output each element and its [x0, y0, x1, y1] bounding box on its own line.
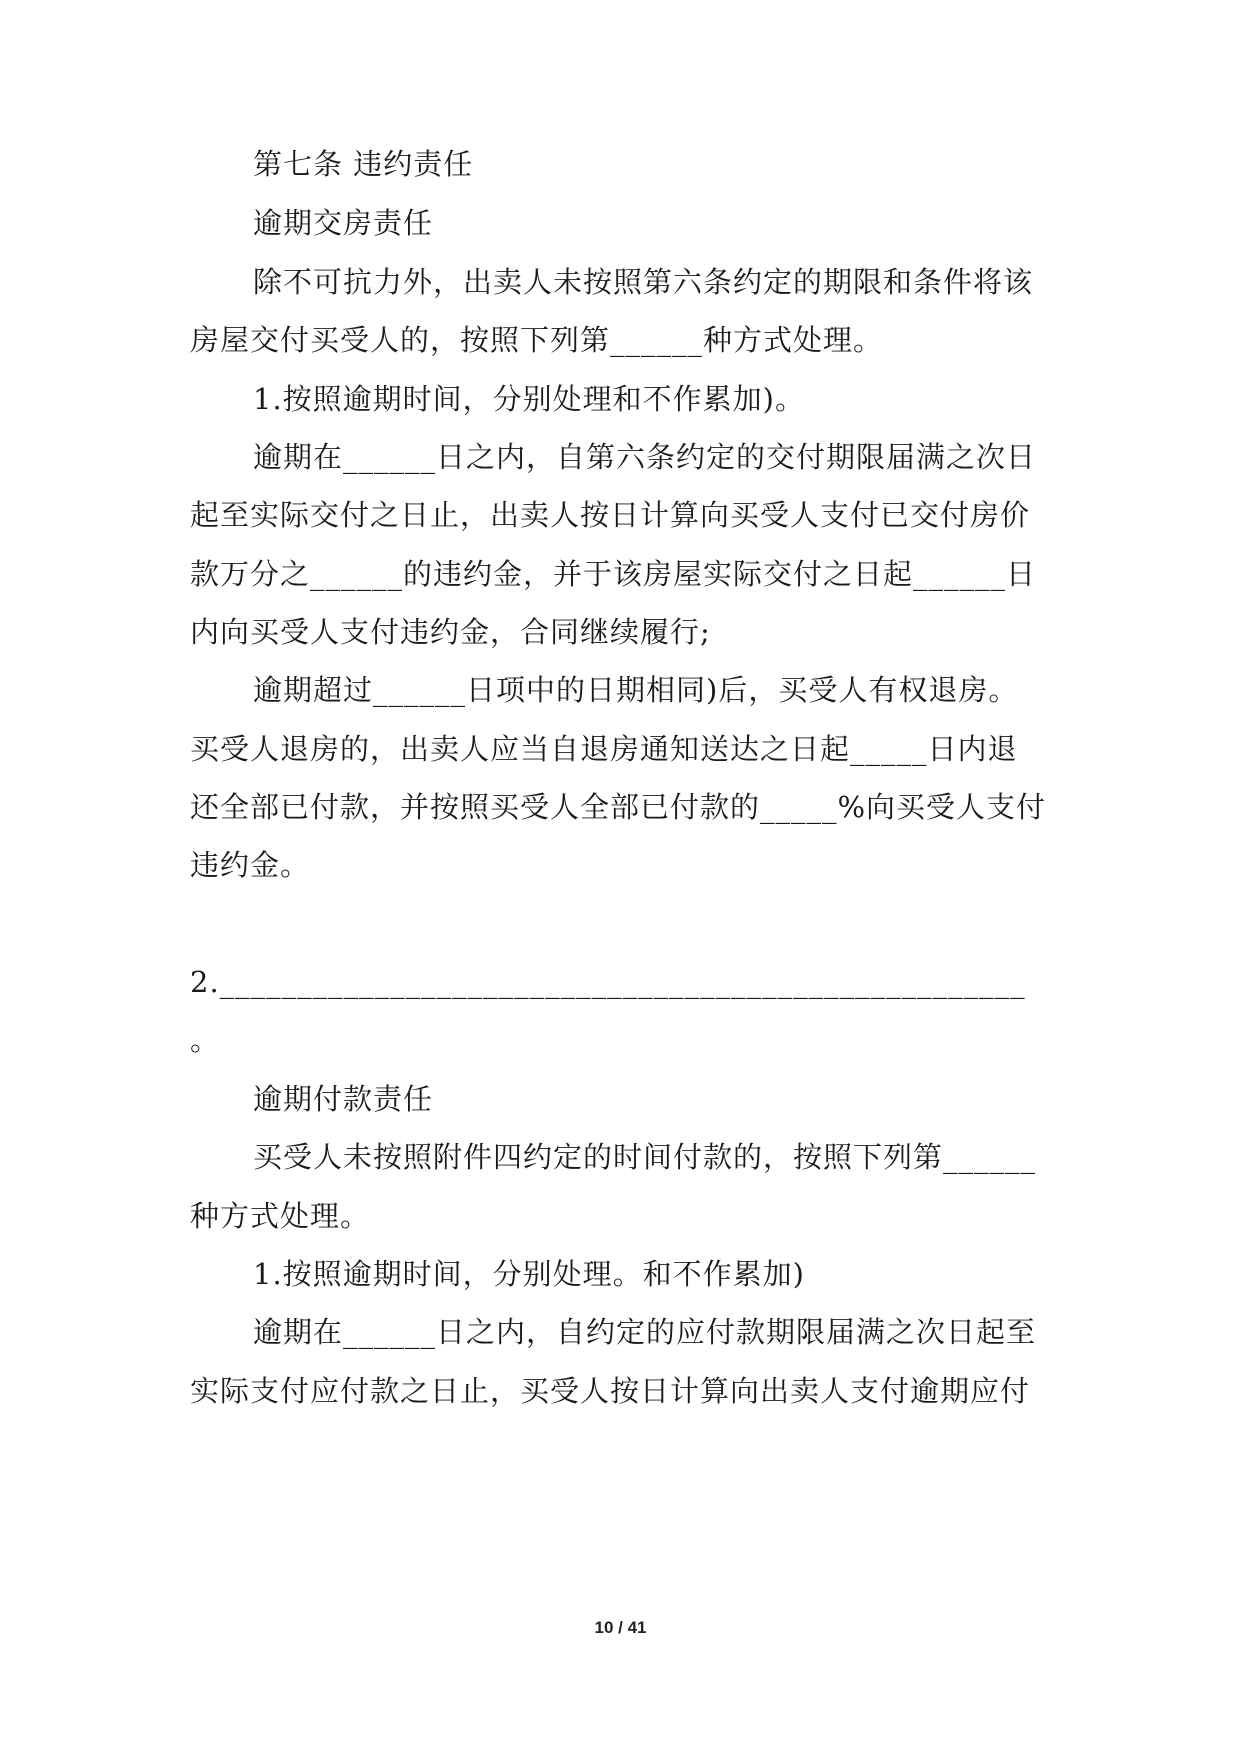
paragraph-line: 除不可抗力外，出卖人未按照第六条约定的期限和条件将该 [253, 265, 1034, 299]
paragraph-line: 内向买受人支付违约金，合同继续履行; [190, 615, 711, 649]
section-heading: 逾期交房责任 [253, 206, 434, 240]
article-heading: 第七条 违约责任 [253, 147, 474, 181]
paragraph-line: 。 [190, 1023, 221, 1057]
paragraph-line: 买受人未按照附件四约定的时间付款的，按照下列第______ [253, 1140, 1037, 1174]
paragraph-line: 还全部已付款，并按照买受人全部已付款的_____%向买受人支付 [190, 790, 1047, 824]
paragraph-line: 违约金。 [190, 848, 311, 882]
paragraph-line: 逾期在______日之内，自约定的应付款期限届满之次日起至 [253, 1315, 1037, 1349]
paragraph-line: 1.按照逾期时间，分别处理和不作累加)。 [253, 382, 805, 416]
paragraph-line: 实际支付应付款之日止，买受人按日计算向出卖人支付逾期应付 [190, 1374, 1031, 1408]
paragraph-line: 1.按照逾期时间，分别处理。和不作累加) [253, 1257, 805, 1291]
paragraph-line: 买受人退房的，出卖人应当自退房通知送达之日起_____日内退 [190, 732, 1018, 766]
paragraph-line: 起至实际交付之日止，出卖人按日计算向买受人支付已交付房价 [190, 498, 1031, 532]
page-number: 10 / 41 [594, 1618, 647, 1637]
section-heading: 逾期付款责任 [253, 1082, 434, 1116]
paragraph-line: 种方式处理。 [190, 1199, 371, 1233]
paragraph-line: 逾期在______日之内，自第六条约定的交付期限届满之次日 [253, 440, 1037, 474]
paragraph-line: 逾期超过______日项中的日期相同)后，买受人有权退房。 [253, 673, 1019, 707]
paragraph-line: 款万分之______的违约金，并于该房屋实际交付之日起______日 [190, 557, 1037, 591]
paragraph-line: 2.____________________________________________________ [190, 965, 1026, 999]
paragraph-line: 房屋交付买受人的，按照下列第______种方式处理。 [190, 323, 884, 357]
